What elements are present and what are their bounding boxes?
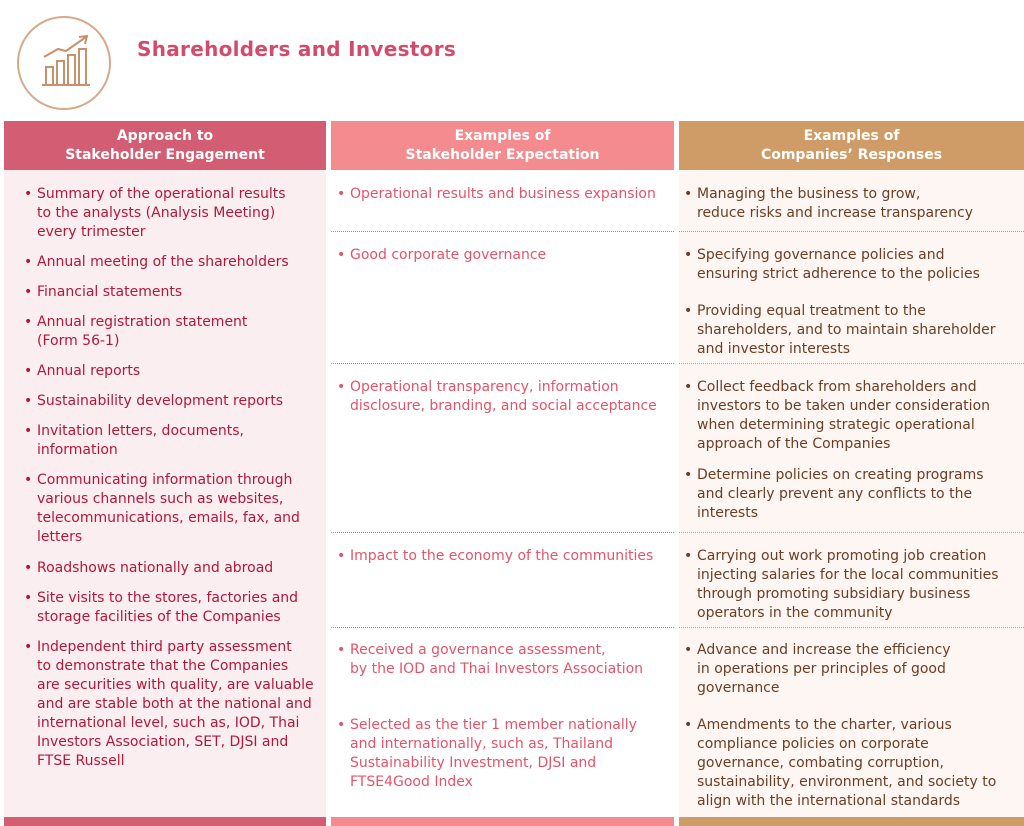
- response-item: • Managing the business to grow, reduce risks and increase transparency: [684, 185, 1024, 223]
- response-item: • Collect feedback from shareholders and investors to be taken under consideration when determining strategic operational approach of the Companies: [684, 378, 1024, 454]
- row-divider: [679, 627, 1024, 628]
- approach-item: • Sustainability development reports: [24, 392, 337, 411]
- approach-item: • Roadshows nationally and abroad: [24, 559, 337, 578]
- response-item: • Amendments to the charter, various compliance policies on corporate governance, combating corruption, sustainability, environment, and society to align with the international standards: [684, 716, 1024, 811]
- page-title: Shareholders and Investors: [137, 37, 457, 61]
- expectation-item: • Impact to the economy of the communities: [337, 547, 688, 566]
- header-expectation: Examples of Stakeholder Expectation: [331, 121, 674, 170]
- row-divider: [679, 532, 1024, 533]
- growth-chart-icon: [16, 15, 112, 111]
- response-item: • Determine policies on creating programs and clearly prevent any conflicts to the interests: [684, 466, 1024, 523]
- row-divider: [679, 231, 1024, 232]
- expectation-item: • Operational transparency, information disclosure, branding, and social acceptance: [337, 378, 688, 416]
- row-divider: [331, 627, 674, 628]
- footer-bar-responses: [679, 817, 1024, 826]
- approach-item: • Summary of the operational results to the analysts (Analysis Meeting) every trimester: [24, 185, 337, 242]
- approach-item: • Independent third party assessment to demonstrate that the Companies are securities with quality, are valuable and are stable both at the national and international level, such as, IOD, Thai Investors Association, SET, DJSI and FTSE Russell: [24, 638, 337, 771]
- footer-bar-expectation: [331, 817, 674, 826]
- expectation-item: • Operational results and business expansion: [337, 185, 688, 204]
- approach-item: • Site visits to the stores, factories and storage facilities of the Companies: [24, 589, 337, 627]
- expectation-item: • Good corporate governance: [337, 246, 688, 265]
- approach-item: • Annual registration statement (Form 56-1): [24, 313, 337, 351]
- row-divider: [331, 532, 674, 533]
- approach-item: • Invitation letters, documents, information: [24, 422, 337, 460]
- approach-item: • Communicating information through various channels such as websites, telecommunications, emails, fax, and letters: [24, 471, 337, 547]
- footer-bar-approach: [4, 817, 326, 826]
- response-item: • Providing equal treatment to the shareholders, and to maintain shareholder and investor interests: [684, 302, 1024, 359]
- row-divider: [331, 363, 674, 364]
- approach-item: • Annual meeting of the shareholders: [24, 253, 337, 272]
- response-item: • Advance and increase the efficiency in operations per principles of good governance: [684, 641, 1024, 698]
- response-item: • Specifying governance policies and ensuring strict adherence to the policies: [684, 246, 1024, 284]
- expectation-item: • Selected as the tier 1 member nationally and internationally, such as, Thailand Sustainability Investment, DJSI and FTSE4Good Index: [337, 716, 688, 792]
- row-divider: [331, 231, 674, 232]
- response-item: • Carrying out work promoting job creation injecting salaries for the local communities through promoting subsidiary business operators in the community: [684, 547, 1024, 623]
- header-responses: Examples of Companies’ Responses: [679, 121, 1024, 170]
- row-divider: [679, 363, 1024, 364]
- header-approach: Approach to Stakeholder Engagement: [4, 121, 326, 170]
- expectation-item: • Received a governance assessment, by the IOD and Thai Investors Association: [337, 641, 688, 679]
- approach-item: • Financial statements: [24, 283, 337, 302]
- approach-item: • Annual reports: [24, 362, 337, 381]
